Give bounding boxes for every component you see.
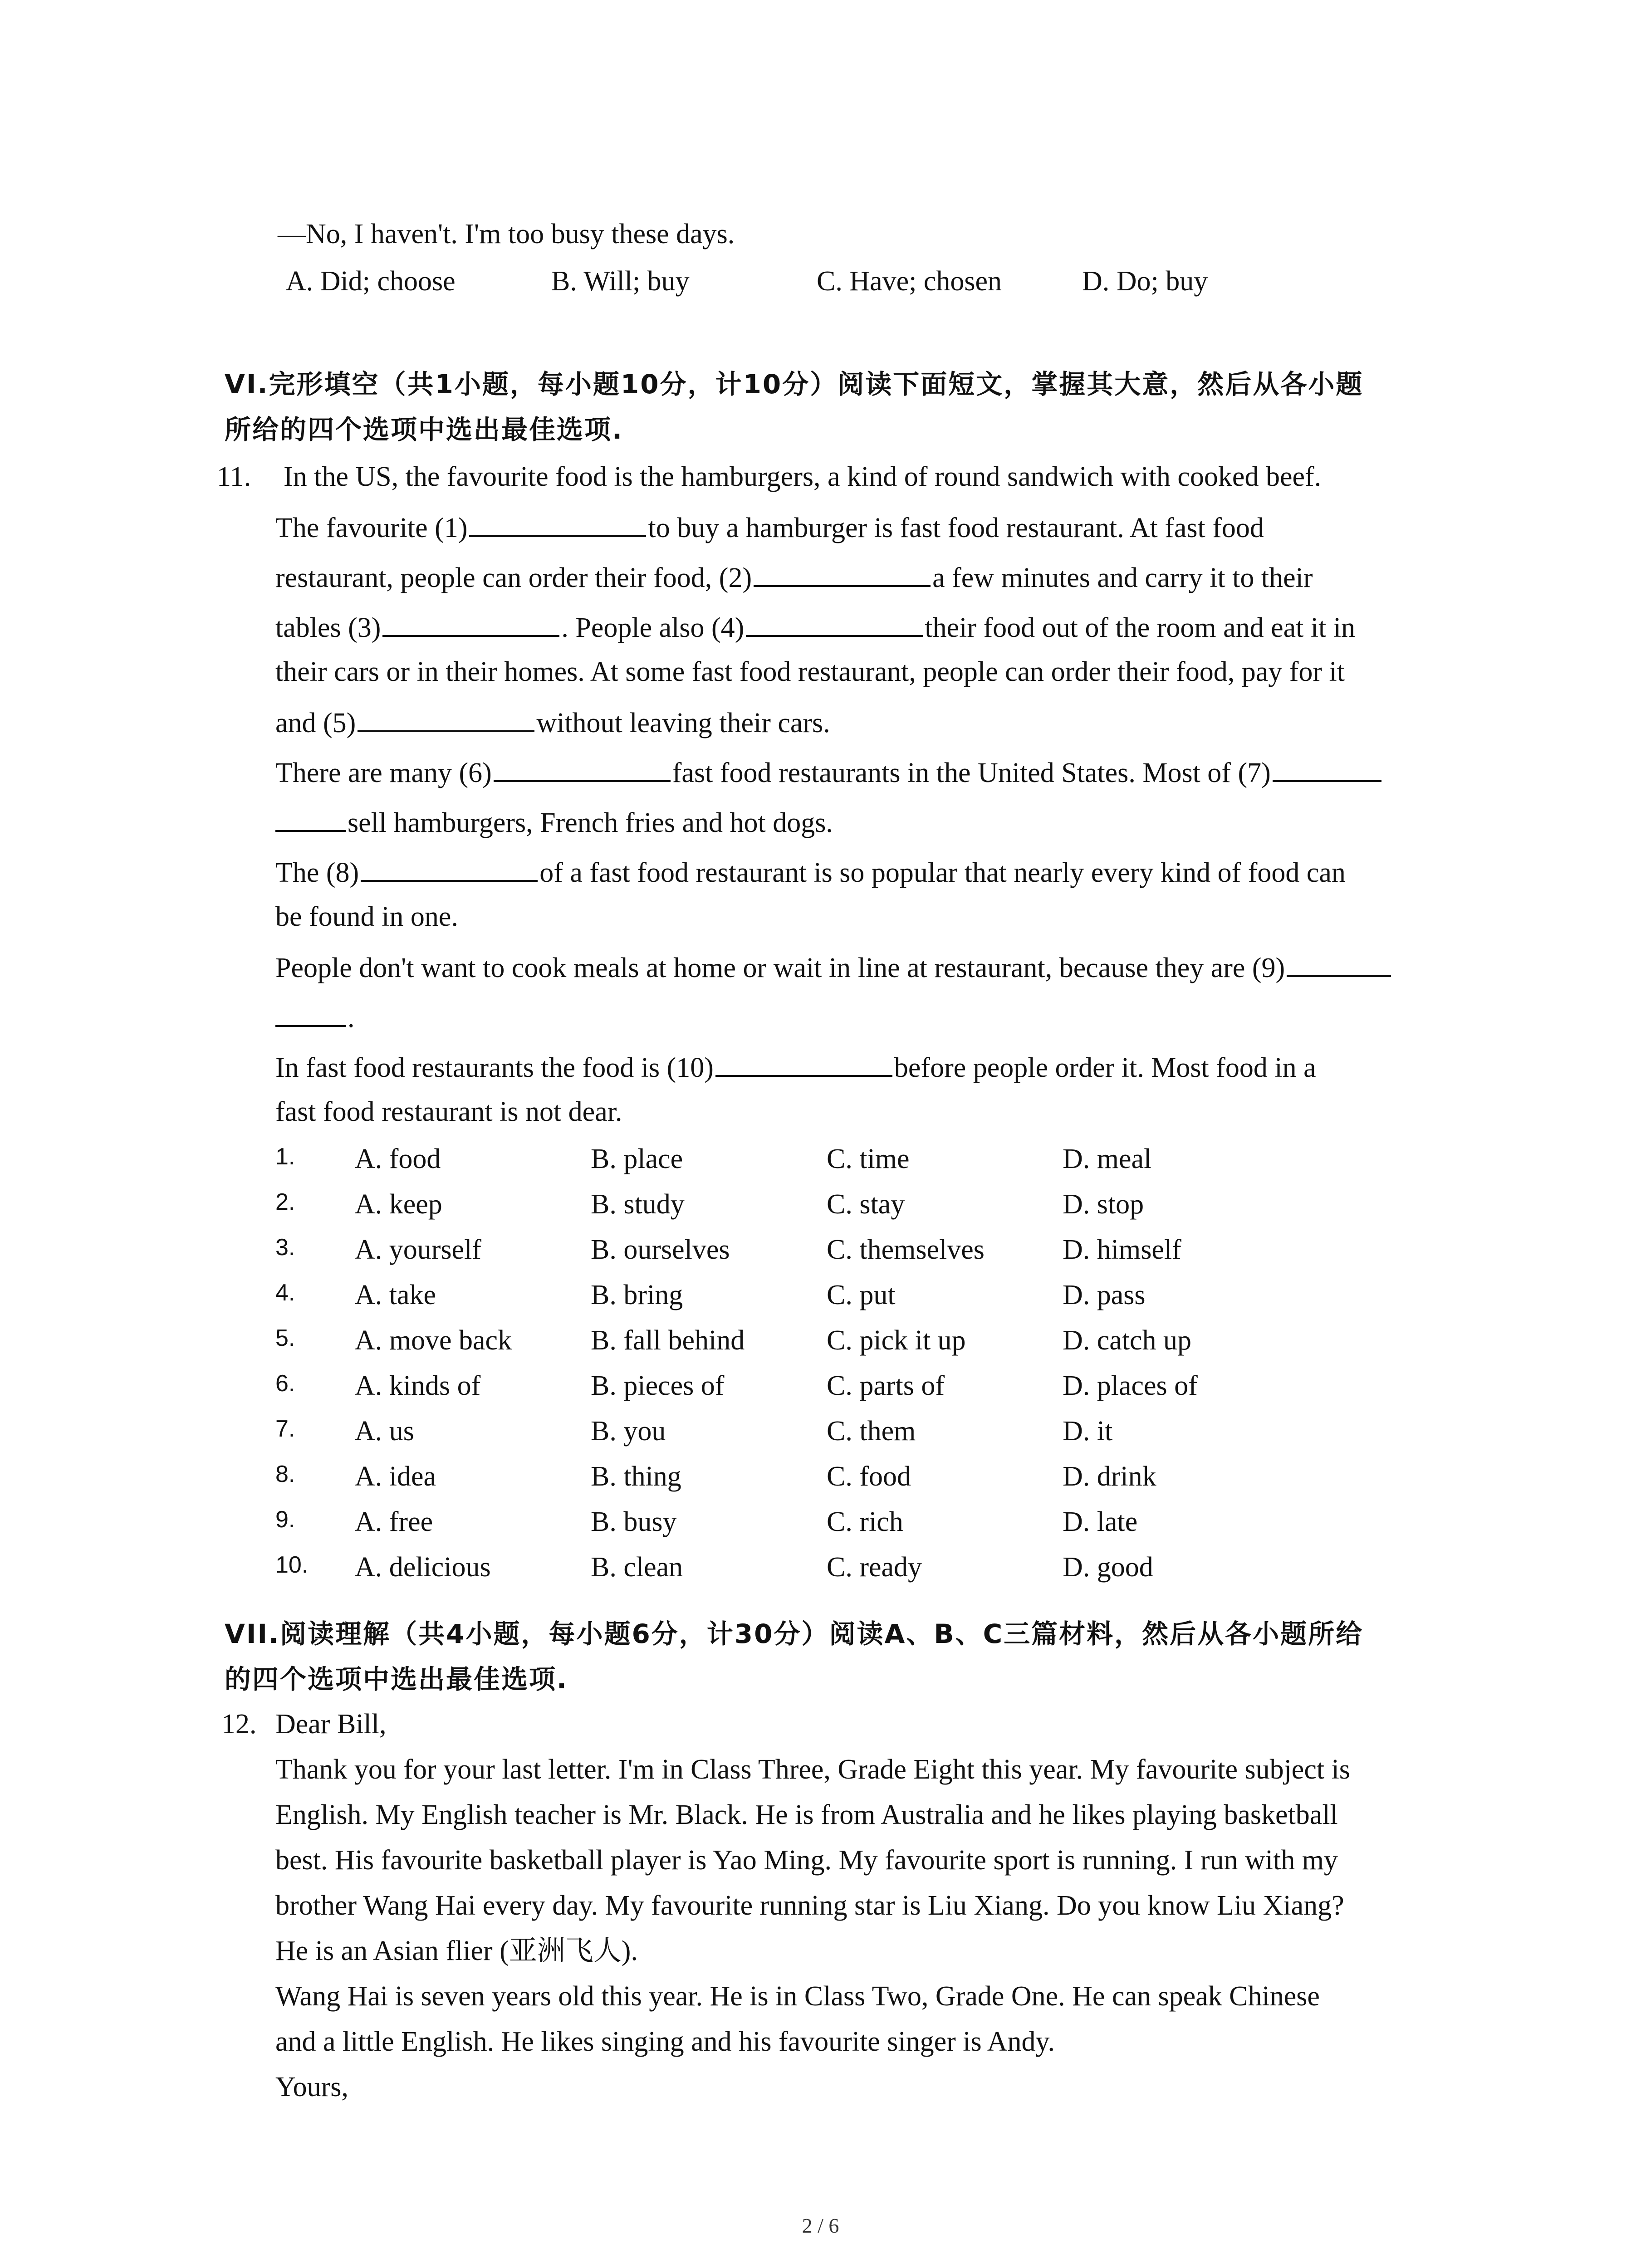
choice-c: C. rich — [827, 1506, 903, 1537]
choice-c: C. ready — [827, 1552, 922, 1583]
choice-number: 8. — [275, 1461, 295, 1487]
blank-7-cont — [275, 807, 346, 832]
choice-b: B. you — [591, 1416, 666, 1447]
choice-number: 4. — [275, 1280, 295, 1306]
choice-a: A. delicious — [355, 1552, 491, 1583]
choice-b: B. study — [591, 1189, 685, 1220]
choice-d: D. stop — [1063, 1189, 1144, 1220]
passage-line: In fast food restaurants the food is (10) before people order it. Most food in a — [275, 1052, 1316, 1083]
letter-line: best. His favourite basketball player is Yao Ming. My favourite sport is running. I run with my — [275, 1845, 1338, 1876]
choice-b: B. thing — [591, 1461, 681, 1492]
choice-b: B. busy — [591, 1506, 677, 1537]
choice-d: D. catch up — [1063, 1325, 1192, 1356]
letter-line: Wang Hai is seven years old this year. He is in Class Two, Grade One. He can speak Chinese — [275, 1981, 1320, 2012]
choice-c: C. stay — [827, 1189, 905, 1220]
choice-d: D. late — [1063, 1506, 1138, 1537]
blank-9-cont — [275, 1002, 346, 1027]
blank-3 — [382, 612, 559, 637]
section-heading: VII.阅读理解（共4小题，每小题6分，计30分）阅读A、B、C三篇材料，然后从各小题所给 — [225, 1618, 1364, 1649]
letter-line: brother Wang Hai every day. My favourite running star is Liu Xiang. Do you know Liu Xiang? — [275, 1890, 1344, 1921]
choice-a: A. move back — [355, 1325, 512, 1356]
blank-6 — [494, 758, 671, 782]
letter-line: He is an Asian flier (亚洲飞人). — [275, 1936, 638, 1966]
passage-line: The (8) of a fast food restaurant is so popular that nearly every kind of food can — [275, 857, 1346, 888]
letter-line: English. My English teacher is Mr. Black. He is from Australia and he likes playing basketball — [275, 1799, 1338, 1830]
choice-a: A. food — [355, 1144, 441, 1174]
choice-d: D. meal — [1063, 1144, 1152, 1174]
passage-line: restaurant, people can order their food, (2) a few minutes and carry it to their — [275, 562, 1313, 593]
passage-line: The favourite (1) to buy a hamburger is fast food restaurant. At fast food — [275, 513, 1264, 543]
blank-1 — [469, 513, 646, 537]
option-a: A. Did; choose — [286, 266, 456, 297]
choice-c: C. themselves — [827, 1234, 985, 1265]
passage-line: tables (3) . People also (4) their food out of the room and eat it in — [275, 612, 1356, 643]
question-number: 11. — [217, 461, 251, 492]
choice-b: B. fall behind — [591, 1325, 745, 1356]
choice-a: A. yourself — [355, 1234, 481, 1265]
blank-8 — [361, 857, 538, 882]
choice-a: A. us — [355, 1416, 414, 1447]
choice-c: C. parts of — [827, 1370, 945, 1401]
option-d: D. Do; buy — [1082, 266, 1208, 297]
choice-b: B. bring — [591, 1280, 683, 1310]
choice-a: A. free — [355, 1506, 433, 1537]
passage-line: There are many (6) fast food restaurants in the United States. Most of (7) — [275, 758, 1383, 787]
choice-number: 7. — [275, 1416, 295, 1442]
passage-line: their cars or in their homes. At some fast food restaurant, people can order their food, pay for it — [275, 656, 1345, 687]
answer-line: —No, I haven't. I'm too busy these days. — [278, 219, 735, 249]
passage-line: be found in one. — [275, 901, 458, 932]
choice-d: D. places of — [1063, 1370, 1198, 1401]
choice-a: A. keep — [355, 1189, 442, 1220]
passage-line: . — [275, 1002, 355, 1032]
passage-line: sell hamburgers, French fries and hot dogs. — [275, 807, 833, 837]
blank-9 — [1287, 953, 1391, 977]
choice-number: 10. — [275, 1552, 309, 1578]
page-number: 2 / 6 — [802, 2214, 839, 2237]
option-c: C. Have; chosen — [817, 266, 1002, 297]
blank-10 — [715, 1052, 892, 1077]
choice-number: 5. — [275, 1325, 295, 1351]
choice-a: A. take — [355, 1280, 436, 1310]
choice-c: C. food — [827, 1461, 911, 1492]
passage-line: fast food restaurant is not dear. — [275, 1096, 622, 1127]
choice-number: 2. — [275, 1189, 295, 1215]
blank-5 — [358, 708, 534, 732]
letter-line: Thank you for your last letter. I'm in Class Three, Grade Eight this year. My favourite subject is — [275, 1754, 1350, 1785]
question-number: 12. — [221, 1709, 257, 1740]
choice-d: D. pass — [1063, 1280, 1146, 1310]
letter-line: Dear Bill, — [275, 1709, 387, 1740]
blank-2 — [754, 562, 931, 587]
passage-line: People don't want to cook meals at home or wait in line at restaurant, because they are (9) — [275, 953, 1393, 982]
choice-d: D. himself — [1063, 1234, 1181, 1265]
blank-7 — [1273, 758, 1381, 782]
blank-4 — [746, 612, 923, 637]
choice-d: D. drink — [1063, 1461, 1156, 1492]
passage-line: and (5) without leaving their cars. — [275, 708, 830, 738]
choice-number: 9. — [275, 1506, 295, 1533]
passage-line: In the US, the favourite food is the hamburgers, a kind of round sandwich with cooked beef. — [284, 461, 1322, 492]
section-heading: 的四个选项中选出最佳选项. — [225, 1664, 568, 1695]
choice-b: B. place — [591, 1144, 683, 1174]
option-b: B. Will; buy — [551, 266, 690, 297]
choice-a: A. idea — [355, 1461, 436, 1492]
choice-b: B. ourselves — [591, 1234, 730, 1265]
section-heading: 所给的四个选项中选出最佳选项. — [225, 414, 624, 445]
choice-c: C. put — [827, 1280, 896, 1310]
choice-c: C. pick it up — [827, 1325, 966, 1356]
choice-a: A. kinds of — [355, 1370, 481, 1401]
choice-b: B. pieces of — [591, 1370, 725, 1401]
choice-number: 6. — [275, 1370, 295, 1397]
choice-c: C. them — [827, 1416, 916, 1447]
choice-number: 3. — [275, 1234, 295, 1261]
letter-line: Yours, — [275, 2072, 348, 2102]
choice-c: C. time — [827, 1144, 910, 1174]
choice-number: 1. — [275, 1144, 295, 1170]
section-heading: VI.完形填空（共1小题，每小题10分，计10分）阅读下面短文，掌握其大意，然后从各小题 — [225, 369, 1364, 400]
choice-b: B. clean — [591, 1552, 683, 1583]
choice-d: D. good — [1063, 1552, 1153, 1583]
letter-line: and a little English. He likes singing and his favourite singer is Andy. — [275, 2026, 1055, 2057]
choice-d: D. it — [1063, 1416, 1113, 1447]
